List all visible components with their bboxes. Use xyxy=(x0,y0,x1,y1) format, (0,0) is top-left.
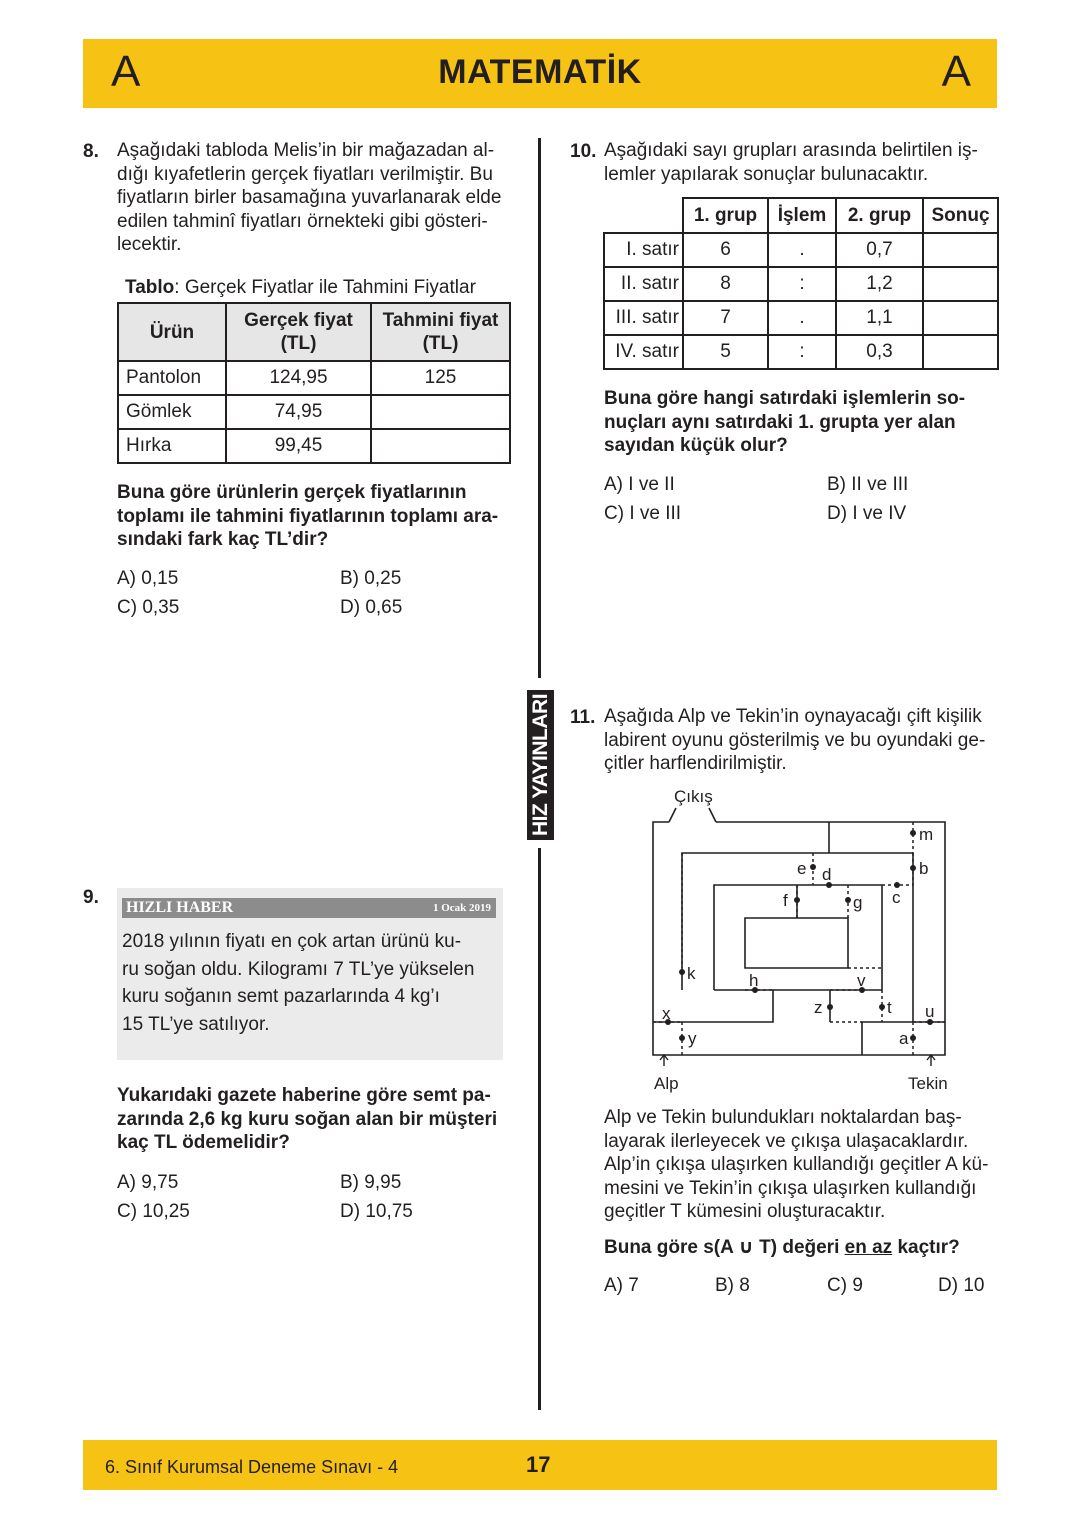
gate-label-k: k xyxy=(687,964,696,983)
gate-b-dot xyxy=(910,865,916,871)
q10-intro-line: lemler yapılarak sonuçlar bulunacaktır. xyxy=(604,163,929,185)
gate-label-d: d xyxy=(822,865,832,884)
q11-intro xyxy=(604,705,997,776)
cell-group2: 0,7 xyxy=(836,233,923,267)
gate-label-m: m xyxy=(919,825,934,844)
th-operation: İşlem xyxy=(768,198,836,233)
q10-intro-line: Aşağıdaki sayı grupları arasında belirtilen iş- xyxy=(604,140,978,161)
q8-intro-line: fiyatların birler basamağına yuvarlanarak elde xyxy=(117,187,502,208)
gate-label-f: f xyxy=(783,891,788,910)
q8-caption-bold: Tablo xyxy=(125,277,175,298)
q10-option-d[interactable]: D) I ve IV xyxy=(827,503,907,524)
q9-option-d[interactable]: D) 10,75 xyxy=(340,1201,413,1222)
q11-question-before: Buna göre s(A ∪ T) değeri xyxy=(604,1237,845,1258)
q11-option-b[interactable]: B) 8 xyxy=(715,1275,750,1296)
table-row xyxy=(118,361,510,395)
brand-logo xyxy=(527,690,554,840)
table-row xyxy=(604,267,998,301)
th-empty xyxy=(604,198,683,233)
cell-group2: 1,2 xyxy=(836,267,923,301)
q11-option-c[interactable]: C) 9 xyxy=(827,1275,863,1296)
th-real-price xyxy=(226,303,371,361)
th-result: Sonuç xyxy=(923,198,998,233)
q8-question-line: sındaki fark kaç TL’dir? xyxy=(117,529,329,550)
q11-number: 11. xyxy=(570,707,596,728)
q10-operations-table xyxy=(603,197,999,370)
cell-group2: 0,3 xyxy=(836,335,923,369)
cell-operation: : xyxy=(768,267,836,301)
column-divider-top xyxy=(538,138,541,678)
table-row xyxy=(118,395,510,429)
th-product: Ürün xyxy=(118,303,226,361)
q9-option-b[interactable]: B) 9,95 xyxy=(340,1172,402,1193)
gate-t-dot xyxy=(879,1004,885,1010)
gate-a-dot xyxy=(910,1035,916,1041)
q10-question xyxy=(604,387,997,458)
maze-exit-label: Çıkış xyxy=(674,787,713,806)
q8-table-caption xyxy=(125,277,476,299)
q9-option-c[interactable]: C) 10,25 xyxy=(117,1201,190,1222)
news-title: HIZLI HABER xyxy=(126,899,234,916)
header-bar xyxy=(83,39,997,108)
maze-diagram xyxy=(600,780,980,1100)
table-header-row xyxy=(604,198,998,233)
q8-option-c[interactable]: C) 0,35 xyxy=(117,597,180,618)
q11-text-line: mesini ve Tekin’in çıkışa ulaşırken kullandığı xyxy=(604,1177,977,1199)
news-date: 1 Ocak 2019 xyxy=(432,902,491,914)
news-line: 15 TL’ye satılıyor. xyxy=(122,1013,270,1035)
q11-intro-line: çitler harflendirilmiştir. xyxy=(604,753,787,774)
cell-product: Gömlek xyxy=(118,395,226,429)
gate-label-e: e xyxy=(797,859,807,878)
q11-text-line: layarak ilerleyecek ve çıkışa ulaşacaklardır. xyxy=(604,1130,969,1152)
table-row xyxy=(604,301,998,335)
th-real-line: Gerçek fiyat xyxy=(244,310,353,331)
q8-intro-line: Aşağıdaki tabloda Melis’in bir mağazadan al- xyxy=(117,140,495,161)
q11-question-underlined: en az xyxy=(844,1237,893,1258)
booklet-letter-right: A xyxy=(941,47,971,96)
q8-option-b[interactable]: B) 0,25 xyxy=(340,568,402,589)
q11-question-after: kaçtır? xyxy=(892,1237,960,1258)
cell-operation: . xyxy=(768,233,836,267)
gate-m-dot xyxy=(910,830,916,836)
q11-text-line: Alp’in çıkışa ulaşırken kullandığı geçitler A kü- xyxy=(604,1154,989,1175)
th-estimate-price xyxy=(371,303,510,361)
gate-label-c: c xyxy=(892,888,901,907)
q9-question-line: Yukarıdaki gazete haberine göre semt pa- xyxy=(117,1085,491,1106)
cell-estimate xyxy=(371,429,510,463)
news-clipping xyxy=(117,888,503,1060)
q10-option-c[interactable]: C) I ve III xyxy=(604,503,682,524)
page-number: 17 xyxy=(526,1452,551,1477)
q11-text-line: geçitler T kümesini oluşturacaktır. xyxy=(604,1201,886,1222)
gate-label-h: h xyxy=(749,971,759,990)
q10-question-line: sayıdan küçük olur? xyxy=(604,435,788,456)
th-est-unit: (TL) xyxy=(422,333,459,354)
table-row xyxy=(118,429,510,463)
cell-operation: . xyxy=(768,301,836,335)
cell-real: 99,45 xyxy=(226,429,371,463)
q11-intro-line: Aşağıda Alp ve Tekin’in oynayacağı çift kişilik xyxy=(604,706,982,727)
q10-number: 10. xyxy=(570,141,597,162)
th-group2: 2. grup xyxy=(836,198,923,233)
row-label: III. satır xyxy=(604,301,683,335)
gate-label-t: t xyxy=(887,998,892,1017)
row-label: I. satır xyxy=(604,233,683,267)
row-label: IV. satır xyxy=(604,335,683,369)
q8-intro-line: edilen tahminî fiyatları örnekteki gibi gösteri- xyxy=(117,210,488,232)
cell-result xyxy=(923,301,998,335)
footer-bar xyxy=(83,1440,997,1490)
q8-option-d[interactable]: D) 0,65 xyxy=(340,597,403,618)
cell-result xyxy=(923,335,998,369)
q8-question-line: Buna göre ürünlerin gerçek fiyatlarının xyxy=(117,482,467,503)
news-body xyxy=(122,928,496,1038)
page-title: MATEMATİK xyxy=(438,53,642,91)
q11-option-a[interactable]: A) 7 xyxy=(604,1275,639,1296)
table-header-row xyxy=(118,303,510,361)
q8-option-a[interactable]: A) 0,15 xyxy=(117,568,179,589)
gate-e-dot xyxy=(810,864,816,870)
q8-caption-rest: : Gerçek Fiyatlar ile Tahmini Fiyatlar xyxy=(174,277,476,298)
q10-option-a[interactable]: A) I ve II xyxy=(604,474,675,495)
q9-question-line: zarında 2,6 kg kuru soğan alan bir müşteri xyxy=(117,1108,498,1130)
gate-y-dot xyxy=(679,1035,685,1041)
cell-estimate: 125 xyxy=(371,361,510,395)
cell-operation: : xyxy=(768,335,836,369)
th-real-unit: (TL) xyxy=(280,333,317,354)
cell-product: Hırka xyxy=(118,429,226,463)
q8-question xyxy=(117,481,509,552)
cell-group2: 1,1 xyxy=(836,301,923,335)
gate-label-u: u xyxy=(925,1002,935,1021)
cell-estimate xyxy=(371,395,510,429)
q8-intro-line: lecektir. xyxy=(117,234,182,255)
news-header-bar xyxy=(122,898,496,918)
cell-result xyxy=(923,267,998,301)
gate-label-a: a xyxy=(899,1029,909,1048)
gate-label-y: y xyxy=(688,1029,697,1048)
q11-option-d[interactable]: D) 10 xyxy=(938,1275,985,1296)
th-group1: 1. grup xyxy=(683,198,768,233)
q11-intro-line: labirent oyunu gösterilmiş ve bu oyundaki ge- xyxy=(604,729,986,751)
news-line: kuru soğanın semt pazarlarında 4 kg’ı xyxy=(122,986,440,1007)
cell-real: 124,95 xyxy=(226,361,371,395)
q8-intro xyxy=(117,139,509,257)
q9-question-line: kaç TL ödemelidir? xyxy=(117,1132,290,1153)
gate-label-b: b xyxy=(919,859,929,878)
cell-result xyxy=(923,233,998,267)
q8-question-line: toplamı ile tahmini fiyatlarının toplamı ara- xyxy=(117,505,499,527)
exam-name: 6. Sınıf Kurumsal Deneme Sınavı - 4 xyxy=(105,1457,399,1477)
gate-label-x: x xyxy=(662,1004,671,1023)
column-divider-bottom xyxy=(538,848,541,1410)
q11-text xyxy=(604,1106,997,1224)
tekin-label: Tekin xyxy=(908,1074,948,1093)
alp-label: Alp xyxy=(654,1074,679,1093)
gate-label-z: z xyxy=(814,998,823,1017)
q9-option-a[interactable]: A) 9,75 xyxy=(117,1172,179,1193)
booklet-letter-left: A xyxy=(111,47,141,96)
gate-z-dot xyxy=(827,1004,833,1010)
table-row xyxy=(604,335,998,369)
q11-question xyxy=(604,1236,960,1259)
q8-number: 8. xyxy=(83,141,99,162)
q10-intro xyxy=(604,139,997,186)
cell-group1: 8 xyxy=(683,267,768,301)
q10-option-b[interactable]: B) II ve III xyxy=(827,474,909,495)
th-est-line: Tahmini fiyat xyxy=(382,310,499,331)
brand-label: HIZ YAYINLARI xyxy=(528,693,552,837)
gate-k-dot xyxy=(679,969,685,975)
news-line: 2018 yılının fiyatı en çok artan ürünü ku- xyxy=(122,931,462,952)
cell-group1: 7 xyxy=(683,301,768,335)
q9-number: 9. xyxy=(83,887,99,908)
gate-label-v: v xyxy=(857,971,866,990)
row-label: II. satır xyxy=(604,267,683,301)
cell-product: Pantolon xyxy=(118,361,226,395)
q8-intro-line: dığı kıyafetlerin gerçek fiyatları verilmiştir. Bu xyxy=(117,163,493,185)
cell-group1: 6 xyxy=(683,233,768,267)
table-row xyxy=(604,233,998,267)
q9-question xyxy=(117,1084,509,1155)
q10-question-line: Buna göre hangi satırdaki işlemlerin so- xyxy=(604,388,966,409)
gate-f-dot xyxy=(794,897,800,903)
cell-group1: 5 xyxy=(683,335,768,369)
news-line: ru soğan oldu. Kilogramı 7 TL’ye yükselen xyxy=(122,958,475,980)
gate-g-dot xyxy=(845,897,851,903)
q8-price-table xyxy=(117,302,511,464)
q11-text-line: Alp ve Tekin bulundukları noktalardan baş- xyxy=(604,1107,962,1128)
cell-real: 74,95 xyxy=(226,395,371,429)
gate-label-g: g xyxy=(853,893,863,912)
q10-question-line: nuçları aynı satırdaki 1. grupta yer alan xyxy=(604,411,956,433)
